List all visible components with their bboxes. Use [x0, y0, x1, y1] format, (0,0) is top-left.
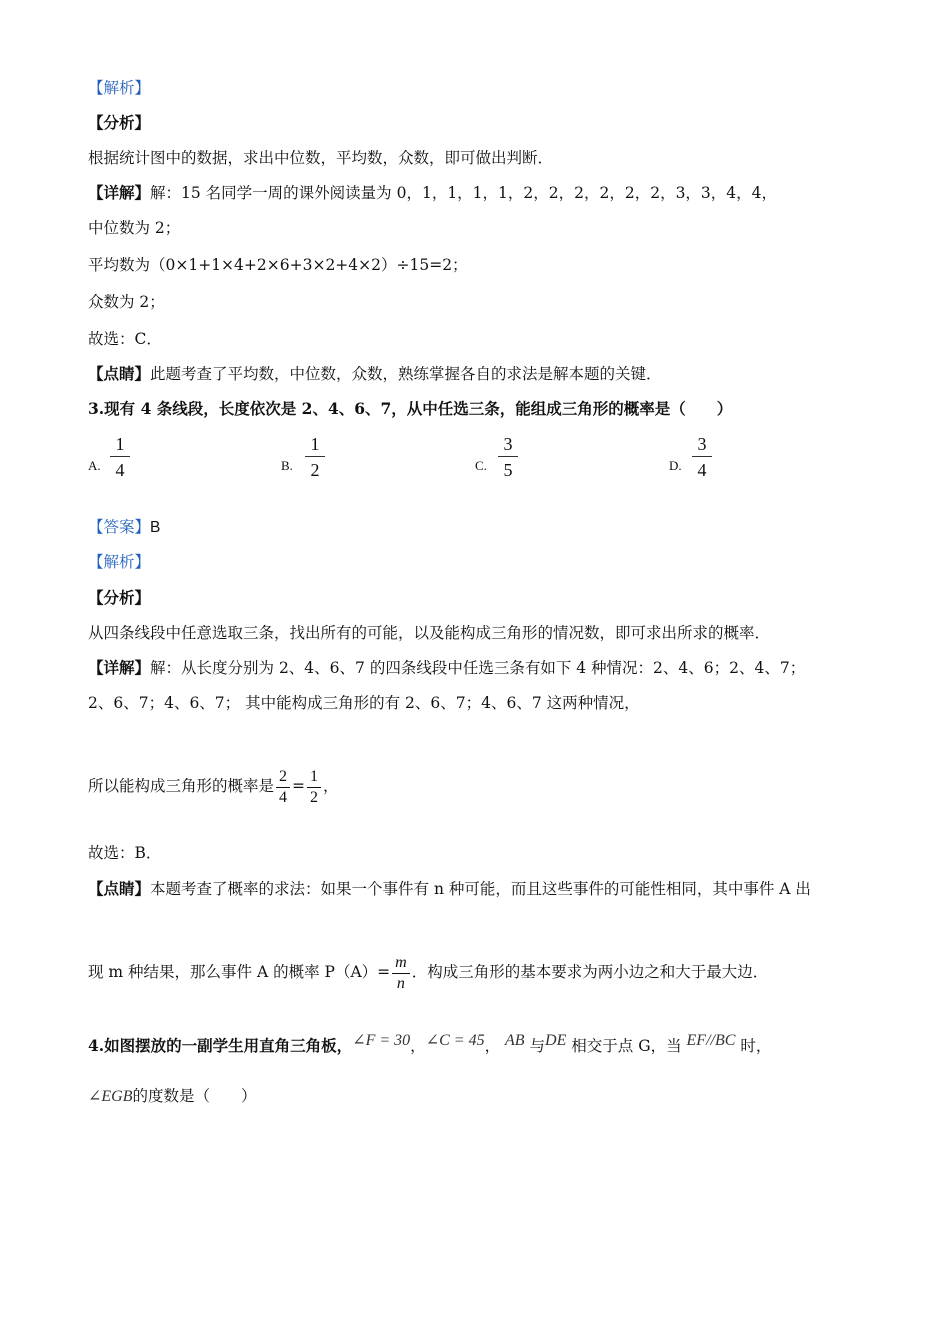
- prob-equals: =: [292, 777, 306, 795]
- option-c-label: C.: [475, 458, 487, 473]
- comment-frac-den: n: [392, 973, 410, 993]
- option-d-den: 4: [697, 460, 707, 480]
- comment-fraction: [392, 954, 410, 993]
- answer-tag: 【答案】: [88, 518, 151, 536]
- segment-de: DE: [545, 1032, 567, 1049]
- fraction-bar: [692, 456, 712, 457]
- q3-detail-tag: 【详解】: [88, 658, 151, 677]
- q4-sep1: ，: [410, 1037, 426, 1055]
- detail-tag: 【详解】: [88, 183, 151, 202]
- prob-suffix: ，: [323, 777, 339, 795]
- mode-text: 众数为 2；: [88, 293, 165, 311]
- parallel-condition: EF//BC: [686, 1032, 736, 1049]
- option-c-fraction: [498, 433, 518, 481]
- prob-prefix: 所以能构成三角形的概率是: [88, 777, 275, 795]
- fenxi-heading: 【分析】: [88, 113, 151, 132]
- option-b-den: 2: [310, 460, 320, 480]
- fraction-bar: [498, 456, 518, 457]
- option-d-fraction: [692, 433, 712, 481]
- option-a-num: 1: [115, 434, 125, 454]
- prob-fraction-1: [276, 768, 290, 807]
- option-b-num: 1: [310, 434, 320, 454]
- probability-line: [88, 766, 339, 807]
- option-c-den: 5: [503, 460, 513, 480]
- q4-shi: 时，: [740, 1037, 772, 1055]
- q3-fenxi-heading: 【分析】: [88, 588, 151, 607]
- q3-comment-suffix: ．构成三角形的基本要求为两小边之和大于最大边．: [411, 963, 769, 981]
- q3-stem: 3.现有 4 条线段，长度依次是 2、4、6、7，从中任选三条，能组成三角形的概率是（ ）: [88, 399, 733, 418]
- mean-text: 平均数为（0×1+1×4+2×6+3×2+4×2）÷15=2；: [88, 256, 468, 274]
- q3-detail-line2: 2、6、7；4、6、7； 其中能构成三角形的有 2、6、7；4、6、7 这两种情况，: [88, 694, 640, 712]
- comment-line: [88, 364, 662, 384]
- q4-line2-suffix: 的度数是（ ）: [132, 1087, 257, 1105]
- fraction-bar: [305, 456, 325, 457]
- choose-text: 故选：C．: [88, 330, 162, 348]
- q4-yu: 与: [529, 1037, 546, 1055]
- prob-f1-den: 4: [276, 787, 290, 807]
- q3-comment-prefix: 现 m 种结果，那么事件 A 的概率 P（A）=: [88, 963, 391, 981]
- q4-stem-line1: [88, 1032, 772, 1057]
- option-a-den: 4: [115, 460, 125, 480]
- q3-detail-text: 解：从长度分别为 2、4、6、7 的四条线段中任选三条有如下 4 种情况：2、4、6；2、4、7；: [150, 659, 806, 677]
- comment-text: 此题考查了平均数，中位数，众数，熟练掌握各自的求法是解本题的关键．: [150, 365, 662, 383]
- q4-stem-line2: [88, 1086, 257, 1107]
- option-c-num: 3: [503, 434, 513, 454]
- fraction-bar: [110, 456, 130, 457]
- option-d-num: 3: [697, 434, 707, 454]
- answer-value: B: [150, 519, 161, 536]
- segment-ab: AB: [505, 1032, 525, 1049]
- comment-frac-num: m: [395, 953, 407, 971]
- prob-f2-num: 1: [310, 767, 319, 785]
- q3-choose: 故选：B．: [88, 844, 162, 862]
- median-text: 中位数为 2；: [88, 219, 181, 237]
- prob-fraction-2: [307, 768, 321, 807]
- q3-analysis: 从四条线段中任意选取三条，找出所有的可能，以及能构成三角形的情况数，即可求出所求的概率．: [88, 624, 771, 642]
- prob-f1-num: 2: [279, 767, 288, 785]
- detail-line: [88, 183, 777, 203]
- q4-sep2: ，: [484, 1037, 501, 1055]
- q3-comment-line1: [88, 879, 811, 899]
- answer-line: [88, 517, 160, 538]
- jiexi-heading: 【解析】: [88, 79, 151, 97]
- q4-mid: 相交于点 G，当: [571, 1037, 682, 1055]
- option-a-label: A.: [88, 458, 101, 473]
- option-a-fraction: [110, 433, 130, 481]
- angle-c: ∠C = 45: [425, 1032, 485, 1049]
- q3-comment-line2: [88, 952, 768, 993]
- prob-f2-den: 2: [307, 787, 321, 807]
- detail-text: 解：15 名同学一周的课外阅读量为 0，1，1，1，1，2，2，2，2，2，2，3，3，4，4，: [150, 184, 778, 202]
- option-b-label: B.: [281, 458, 293, 473]
- q4-stem-prefix: 4.如图摆放的一副学生用直角三角板，: [88, 1036, 353, 1055]
- angle-f: ∠F = 30: [352, 1032, 411, 1049]
- q3-comment-tag: 【点睛】: [88, 879, 151, 898]
- comment-tag: 【点睛】: [88, 364, 151, 383]
- angle-egb: ∠EGB: [88, 1088, 133, 1105]
- q3-jiexi-heading: 【解析】: [88, 553, 151, 571]
- option-d-label: D.: [669, 458, 682, 473]
- option-b-fraction: [305, 433, 325, 481]
- analysis-text: 根据统计图中的数据，求出中位数，平均数，众数，即可做出判断．: [88, 149, 554, 167]
- q3-comment-text: 本题考查了概率的求法：如果一个事件有 n 种可能，而且这些事件的可能性相同，其中事件 A 出: [150, 880, 811, 898]
- q3-detail-line1: [88, 658, 805, 678]
